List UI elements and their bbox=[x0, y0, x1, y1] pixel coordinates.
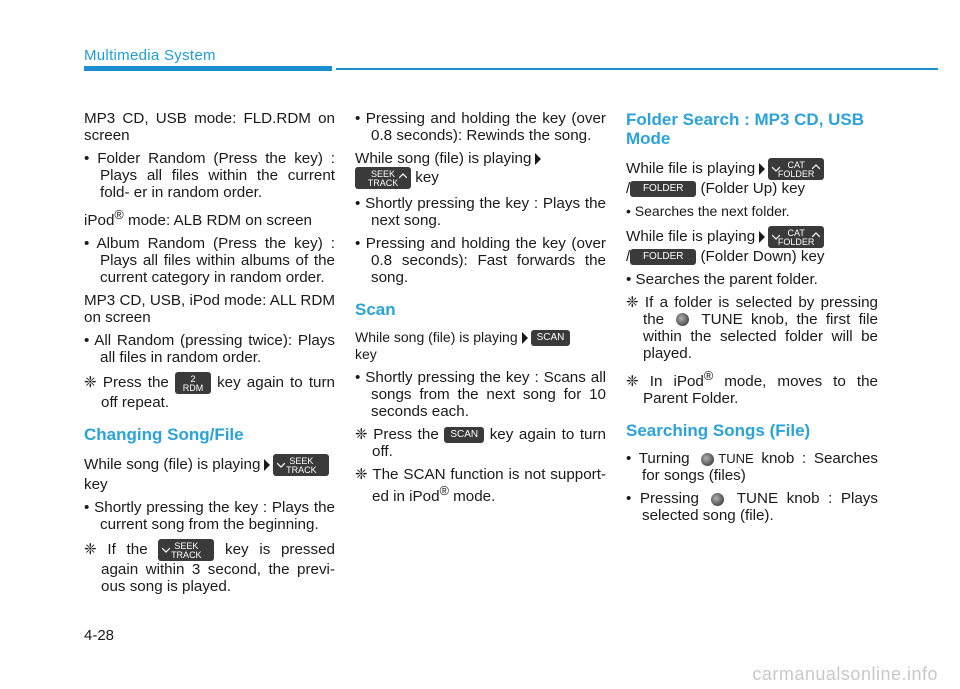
chevron-up-icon bbox=[399, 172, 407, 180]
registered-mark: ® bbox=[439, 484, 449, 499]
bullet-item: • Album Random (Press the key) : Plays all files within albums of the current category in random order. bbox=[84, 235, 335, 287]
bullet-item: • Pressing and holding the key (over 0.8 seconds): Rewinds the song. bbox=[355, 110, 606, 144]
paragraph bbox=[355, 150, 606, 189]
text: • Pressing bbox=[626, 490, 708, 508]
rdm-button-icon bbox=[175, 372, 211, 394]
bullet-item: • Pressing and holding the key (over 0.8 seconds): Fast forwards the song. bbox=[355, 235, 606, 286]
text: TUNE bbox=[718, 451, 754, 467]
seek-track-button-icon bbox=[158, 539, 214, 561]
tune-knob-icon bbox=[676, 313, 689, 326]
button-label: 2 bbox=[190, 374, 196, 385]
bullet-item bbox=[626, 490, 878, 524]
play-arrow-icon bbox=[522, 332, 528, 344]
registered-mark: ® bbox=[703, 369, 714, 383]
cat-folder-button-icon bbox=[768, 158, 824, 180]
header-title: Multimedia System bbox=[84, 47, 216, 64]
bullet-item: • Searches the next folder. bbox=[626, 203, 790, 219]
bullet-item: • Searches the parent folder. bbox=[626, 271, 818, 288]
chevron-up-icon bbox=[812, 231, 820, 239]
text: ❈ Press the bbox=[84, 374, 175, 392]
cat-folder-button-icon bbox=[768, 226, 824, 248]
button-label: SEEK bbox=[174, 541, 199, 552]
button-label: FOLDER bbox=[777, 237, 815, 247]
text: ❈ Press the bbox=[355, 426, 445, 444]
button-label: TRACK bbox=[286, 465, 317, 476]
chevron-down-icon bbox=[772, 165, 780, 173]
scan-button-icon: SCAN bbox=[444, 427, 484, 443]
text: key again to turn off. bbox=[372, 426, 606, 461]
watermark: carmanualsonline.info bbox=[752, 664, 938, 684]
paragraph: MP3 CD, USB, iPod mode: ALL RDM on screen bbox=[84, 292, 335, 327]
note-item bbox=[355, 426, 606, 460]
note-item bbox=[626, 294, 878, 362]
chevron-down-icon bbox=[162, 546, 170, 554]
button-label: FOLDER bbox=[642, 182, 684, 194]
text: key bbox=[415, 169, 439, 187]
bullet-item: • All Random (pressing twice): Plays all files in random order. bbox=[84, 332, 335, 367]
bullet-item: • Shortly pressing the key : Scans all songs from the next song for 10 seconds each. bbox=[355, 369, 606, 421]
button-label: CAT bbox=[787, 160, 805, 170]
text: ❈ In iPod bbox=[626, 373, 704, 391]
button-label: TRACK bbox=[171, 550, 202, 561]
text: While file is playing bbox=[626, 160, 756, 178]
text: mode: ALB RDM on screen bbox=[123, 212, 312, 230]
section-heading: Searching Songs (File) bbox=[626, 421, 811, 441]
paragraph: MP3 CD, USB mode: FLD.RDM on screen bbox=[84, 110, 335, 144]
header-rule-thick bbox=[84, 66, 332, 71]
folder-down-button-icon bbox=[630, 249, 696, 265]
text: TUNE knob, the first file within the selected folder will be played. bbox=[643, 311, 878, 362]
bullet-item bbox=[626, 450, 878, 484]
note-item bbox=[626, 368, 878, 407]
text: key again to turn off repeat. bbox=[101, 374, 335, 412]
bullet-item: • Shortly pressing the key : Plays the next song. bbox=[355, 195, 606, 229]
chevron-up-icon bbox=[812, 163, 820, 171]
play-arrow-icon bbox=[264, 459, 270, 471]
play-arrow-icon bbox=[759, 231, 765, 243]
text: (Folder Down) key bbox=[696, 248, 825, 265]
text: ❈ The SCAN function is not support- ed in iPod bbox=[355, 466, 606, 506]
play-arrow-icon bbox=[535, 153, 541, 165]
button-label: SEEK bbox=[289, 456, 314, 467]
text: mode. bbox=[448, 488, 496, 506]
button-label: SEEK bbox=[370, 169, 395, 179]
text: • Turning bbox=[626, 450, 698, 468]
tune-knob-icon bbox=[711, 493, 724, 506]
paragraph bbox=[84, 454, 335, 493]
play-arrow-icon bbox=[759, 163, 765, 175]
bullet-item: • Folder Random (Press the key) : Plays all files within the current fold- er in random order. bbox=[84, 150, 335, 201]
section-heading: Changing Song/File bbox=[84, 425, 244, 445]
seek-track-button-icon bbox=[273, 454, 329, 476]
text: iPod bbox=[84, 212, 115, 230]
text: ❈ If a folder is selected by pressing the bbox=[626, 294, 878, 328]
button-label: FOLDER bbox=[777, 169, 815, 179]
paragraph: While file is playing CAT FOLDER / FOLDER (Folder Up) key bbox=[626, 158, 878, 197]
text: ❈ If the bbox=[84, 541, 159, 559]
text: key is pressed again within 3 second, the previ- ous song is played. bbox=[101, 541, 336, 596]
button-label: CAT bbox=[787, 228, 805, 238]
paragraph bbox=[84, 207, 335, 229]
section-heading: Scan bbox=[355, 300, 396, 319]
button-label: RDM bbox=[182, 383, 204, 394]
chevron-down-icon bbox=[277, 461, 285, 469]
column-3 bbox=[626, 110, 878, 530]
paragraph bbox=[355, 329, 606, 363]
note-item bbox=[84, 372, 335, 411]
page-number: 4-28 bbox=[84, 627, 115, 644]
chevron-down-icon bbox=[772, 233, 780, 241]
section-heading: Folder Search : MP3 CD, USB Mode bbox=[626, 110, 865, 148]
note-item bbox=[84, 539, 335, 595]
column-1 bbox=[84, 110, 335, 601]
text: key bbox=[84, 476, 108, 494]
bullet-item: • Shortly pressing the key : Plays the current song from the beginning. bbox=[84, 499, 335, 534]
text: While file is playing bbox=[626, 228, 756, 246]
button-label: TRACK bbox=[367, 178, 399, 188]
text: mode, moves to the Parent Folder. bbox=[643, 373, 878, 408]
scan-button-icon: SCAN bbox=[531, 330, 571, 346]
header-rule-thin bbox=[336, 68, 938, 70]
button-label: FOLDER bbox=[642, 250, 684, 262]
text: While song (file) is playing bbox=[355, 150, 532, 167]
seek-track-button-icon bbox=[355, 167, 411, 189]
text: TUNE knob : Plays selected song (file). bbox=[642, 490, 878, 525]
text: While song (file) is playing bbox=[84, 456, 261, 474]
text: (Folder Up) key bbox=[696, 180, 806, 197]
folder-up-button-icon bbox=[630, 181, 696, 197]
paragraph: While file is playing CAT FOLDER / FOLDER (Folder Down) key bbox=[626, 228, 825, 265]
text: While song (file) is playing bbox=[355, 329, 518, 345]
note-item bbox=[355, 466, 606, 505]
column-2 bbox=[355, 110, 606, 511]
tune-knob-icon bbox=[701, 453, 714, 466]
text: knob : Searches for songs (files) bbox=[642, 450, 878, 485]
registered-mark: ® bbox=[114, 208, 124, 222]
text: key bbox=[355, 346, 377, 363]
